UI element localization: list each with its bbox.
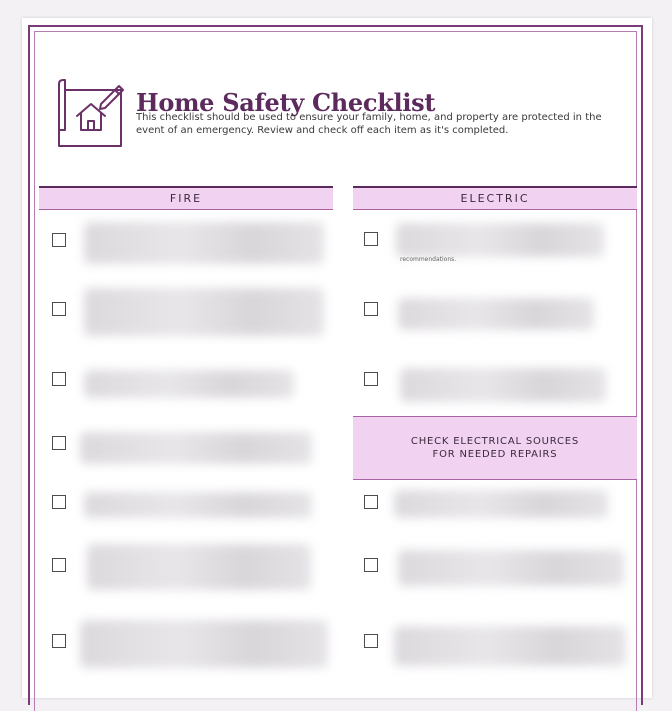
- electric-item-text: [394, 490, 608, 518]
- electric-checkbox[interactable]: [364, 302, 378, 316]
- electric-checkbox[interactable]: [364, 372, 378, 386]
- electric-checkbox[interactable]: [364, 558, 378, 572]
- fire-item-text: [84, 370, 294, 398]
- fire-item-text: [80, 432, 312, 464]
- electric-item-text: [398, 550, 624, 586]
- fire-checkbox[interactable]: [52, 495, 66, 509]
- fire-checkbox[interactable]: [52, 634, 66, 648]
- column-header-fire: [39, 186, 333, 210]
- page-title: Home Safety Checklist: [136, 88, 436, 117]
- column-header-fire-label: FIRE: [169, 192, 203, 205]
- electric-item-text: [394, 626, 626, 666]
- electric-item-text: [398, 298, 594, 330]
- electric-item-text: [400, 368, 606, 402]
- fire-checkbox[interactable]: [52, 436, 66, 450]
- electric-item-text: [396, 223, 604, 257]
- checklist-page: [22, 18, 652, 698]
- fire-checkbox[interactable]: [52, 302, 66, 316]
- fire-item-text: [84, 492, 312, 518]
- fire-checkbox[interactable]: [52, 372, 66, 386]
- fire-item-text: [87, 544, 311, 590]
- electric-checkbox[interactable]: [364, 634, 378, 648]
- column-header-electric-label: ELECTRIC: [460, 192, 530, 205]
- fire-item-text: [84, 288, 324, 336]
- fire-item-text: [84, 222, 324, 264]
- electric-section-header: [353, 416, 637, 480]
- electric-item-stub-text: recommendations.: [400, 256, 457, 263]
- page-subtitle: This checklist should be used to ensure your family, home, and property are protected in the event of an emergency. Review and check off each item as it's completed.: [136, 112, 602, 136]
- electric-checkbox[interactable]: [364, 232, 378, 246]
- electric-section-line-1: CHECK ELECTRICAL SOURCES: [410, 436, 580, 447]
- fire-checkbox[interactable]: [52, 558, 66, 572]
- electric-checkbox[interactable]: [364, 495, 378, 509]
- column-header-electric: [353, 186, 637, 210]
- fire-checkbox[interactable]: [52, 233, 66, 247]
- house-blueprint-icon: [55, 76, 125, 148]
- fire-item-text: [80, 620, 328, 668]
- electric-section-line-2: FOR NEEDED REPAIRS: [432, 449, 558, 460]
